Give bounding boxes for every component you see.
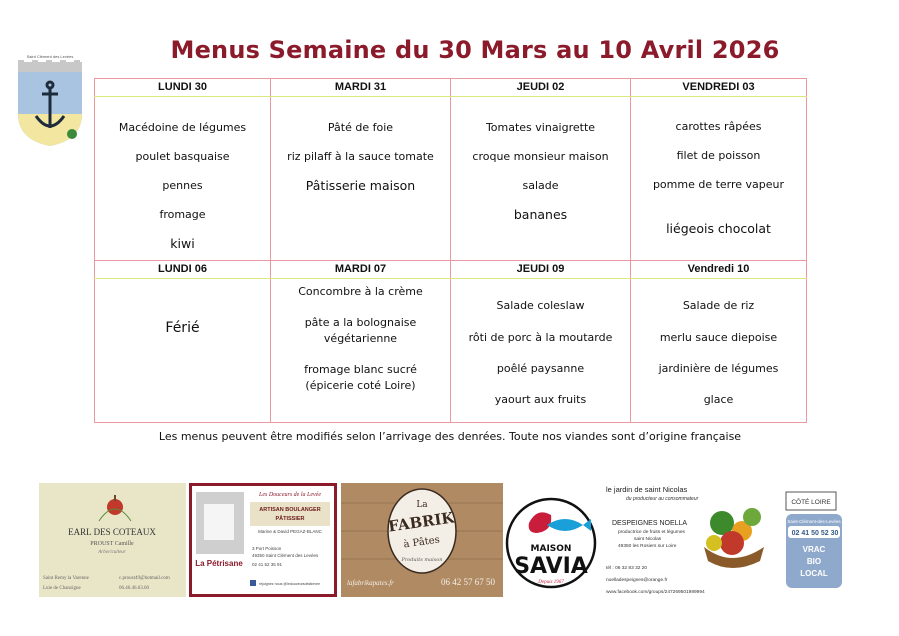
menu-cell	[451, 279, 630, 422]
page-title: Menus Semaine du 30 Mars au 10 Avril 2026	[170, 36, 780, 64]
coteaux-role: Arboriculteur	[98, 550, 126, 555]
cote-loire-tag: LOCAL	[800, 569, 828, 578]
menu-item: liégeois chocolat	[666, 221, 771, 236]
cote-loire-logo	[778, 488, 846, 592]
jardin-facebook: www.facebook.com/groups/2472695019899​94	[606, 590, 705, 595]
day-header: LUNDI 06	[95, 261, 271, 279]
maison-savia-logo	[503, 483, 600, 597]
douceurs-shop: La Pétrisane	[195, 559, 243, 568]
douceurs-phone: 02 41 52 35 91	[252, 562, 283, 567]
jardin-email: noelladespeignes@orange.fr	[606, 578, 668, 583]
cote-loire-brand: CÔTÉ LOIRE	[791, 499, 831, 506]
menu-item: pomme de terre vapeur	[652, 178, 785, 191]
day-header: Vendredi 10	[631, 261, 807, 279]
douceurs-line: ARTISAN BOULANGER	[259, 507, 321, 513]
day-header: VENDREDI 03	[631, 79, 807, 97]
menu-item: Pâtisserie maison	[305, 178, 416, 193]
menu-item: glace	[703, 393, 734, 406]
savia-name: MAISON	[530, 544, 572, 554]
menu-cell	[95, 279, 270, 422]
fabrik-text: FABRIK	[387, 508, 456, 536]
douceurs-address: 3 Port Poisson	[252, 546, 282, 551]
cote-loire-tag: BIO	[806, 557, 822, 566]
crest-caption: Saint Clément des Levées	[26, 54, 74, 59]
menu-item: Férié	[165, 320, 200, 336]
coteaux-town: Luie de Chanzigne	[43, 586, 81, 591]
menu-table	[94, 78, 807, 423]
menu-cell	[631, 279, 806, 422]
fabrik-handle: lafabrikapates.fr	[347, 579, 394, 587]
day-header: MARDI 31	[271, 79, 451, 97]
menu-item: carottes râpées	[675, 120, 762, 133]
menu-cell	[631, 97, 806, 260]
coteaux-email: c.proust49@hotmail.com	[119, 576, 170, 581]
menu-item: pennes	[162, 179, 203, 192]
menu-item: Tomates vinaigrette	[485, 121, 596, 134]
menu-item: croque monsieur maison	[472, 150, 609, 163]
facebook-icon	[250, 580, 256, 586]
jardin-sub: du producteur au consommateur	[626, 496, 699, 502]
douceurs-social: rejoignez nous @ledouceursdelalevee	[259, 582, 320, 586]
menu-item: Salade de riz	[682, 299, 755, 312]
menu-item: poêlé paysanne	[496, 362, 585, 375]
douceurs-levee-logo	[189, 483, 337, 597]
menu-item: bananes	[513, 207, 568, 222]
douceurs-line: PÂTISSIER	[275, 516, 305, 522]
menu-item: Pâté de foie	[327, 121, 394, 134]
menu-item: fromage	[159, 208, 206, 221]
douceurs-address: 49350 Saint Clément des Levées	[252, 553, 319, 558]
menu-item: végétarienne	[323, 332, 398, 345]
menu-item: kiwi	[170, 236, 195, 251]
coteaux-name: EARL DES COTEAUX	[68, 527, 156, 537]
jardin-name: DESPEIGNES NOELLA	[612, 520, 688, 527]
vegetable-basket-icon	[704, 508, 764, 568]
apple-icon	[107, 495, 123, 515]
town-crest-logo	[12, 52, 88, 148]
cote-loire-town: Saint-Clément-des-Levées	[787, 519, 841, 524]
earl-des-coteaux-logo	[39, 483, 186, 597]
day-header: JEUDI 09	[451, 261, 631, 279]
fabrik-text: Produits maison	[401, 557, 443, 563]
menu-item: yaourt aux fruits	[494, 393, 587, 406]
jardin-detail: 49350 les Rosiers sur Loire	[618, 544, 677, 549]
jardin-saint-nicolas-logo	[604, 483, 768, 597]
menu-item: Macédoine de légumes	[118, 121, 247, 134]
menu-cell	[451, 97, 630, 260]
menu-cell	[271, 279, 450, 422]
jardin-detail: saint Nicolas	[634, 537, 662, 542]
fabrik-text: La	[416, 500, 428, 510]
coteaux-phone: 06.46.46.63.60	[119, 586, 149, 591]
menu-item: pâte a la bolognaise	[304, 316, 417, 329]
day-header: LUNDI 30	[95, 79, 271, 97]
menu-item: rôti de porc à la moutarde	[468, 331, 613, 344]
douceurs-name: Les Douceurs de la Levée	[259, 492, 321, 498]
fabrik-phone: 06 42 57 67 50	[441, 577, 495, 587]
menu-item: Salade coleslaw	[496, 299, 585, 312]
jardin-title: le jardin de saint Nicolas	[606, 485, 688, 494]
savia-since: Depuis 1967	[538, 580, 564, 585]
menu-item: (épicerie coté Loire)	[305, 379, 416, 392]
coteaux-town: Saint Remy la Varenne	[43, 576, 89, 581]
menu-cell	[95, 97, 270, 260]
cote-loire-phone: 02 41 50 52 30	[791, 530, 839, 537]
jardin-detail: productrice de fruits et légumes	[618, 530, 685, 535]
menu-item: riz pilaff à la sauce tomate	[287, 150, 434, 163]
menu-item: jardinière de légumes	[658, 362, 779, 375]
menu-item: salade	[522, 179, 559, 192]
day-header: JEUDI 02	[451, 79, 631, 97]
coteaux-owner: PROUST Camille	[90, 541, 134, 547]
menu-item: fromage blanc sucré	[304, 363, 417, 376]
douceurs-owners: Marine & David PEGAZ-BLANC	[258, 529, 322, 534]
menu-cell	[271, 97, 450, 260]
savia-name: SAVIA	[514, 554, 588, 579]
menu-item: merlu sauce diepoise	[659, 331, 778, 344]
cote-loire-tag: VRAC	[802, 545, 826, 554]
fabrik-text: à Pâtes	[402, 534, 441, 551]
menu-item: Concombre à la crème	[298, 285, 423, 298]
disclaimer-note: Les menus peuvent être modifiés selon l’arrivage des denrées. Toute nos viandes sont d’origine française	[158, 430, 742, 443]
fabrik-a-pates-logo	[341, 483, 503, 597]
jardin-phone: tél : 06 32 83 32 20	[606, 566, 648, 571]
day-header: MARDI 07	[271, 261, 451, 279]
menu-item: filet de poisson	[676, 149, 761, 162]
menu-item: poulet basquaise	[135, 150, 230, 163]
